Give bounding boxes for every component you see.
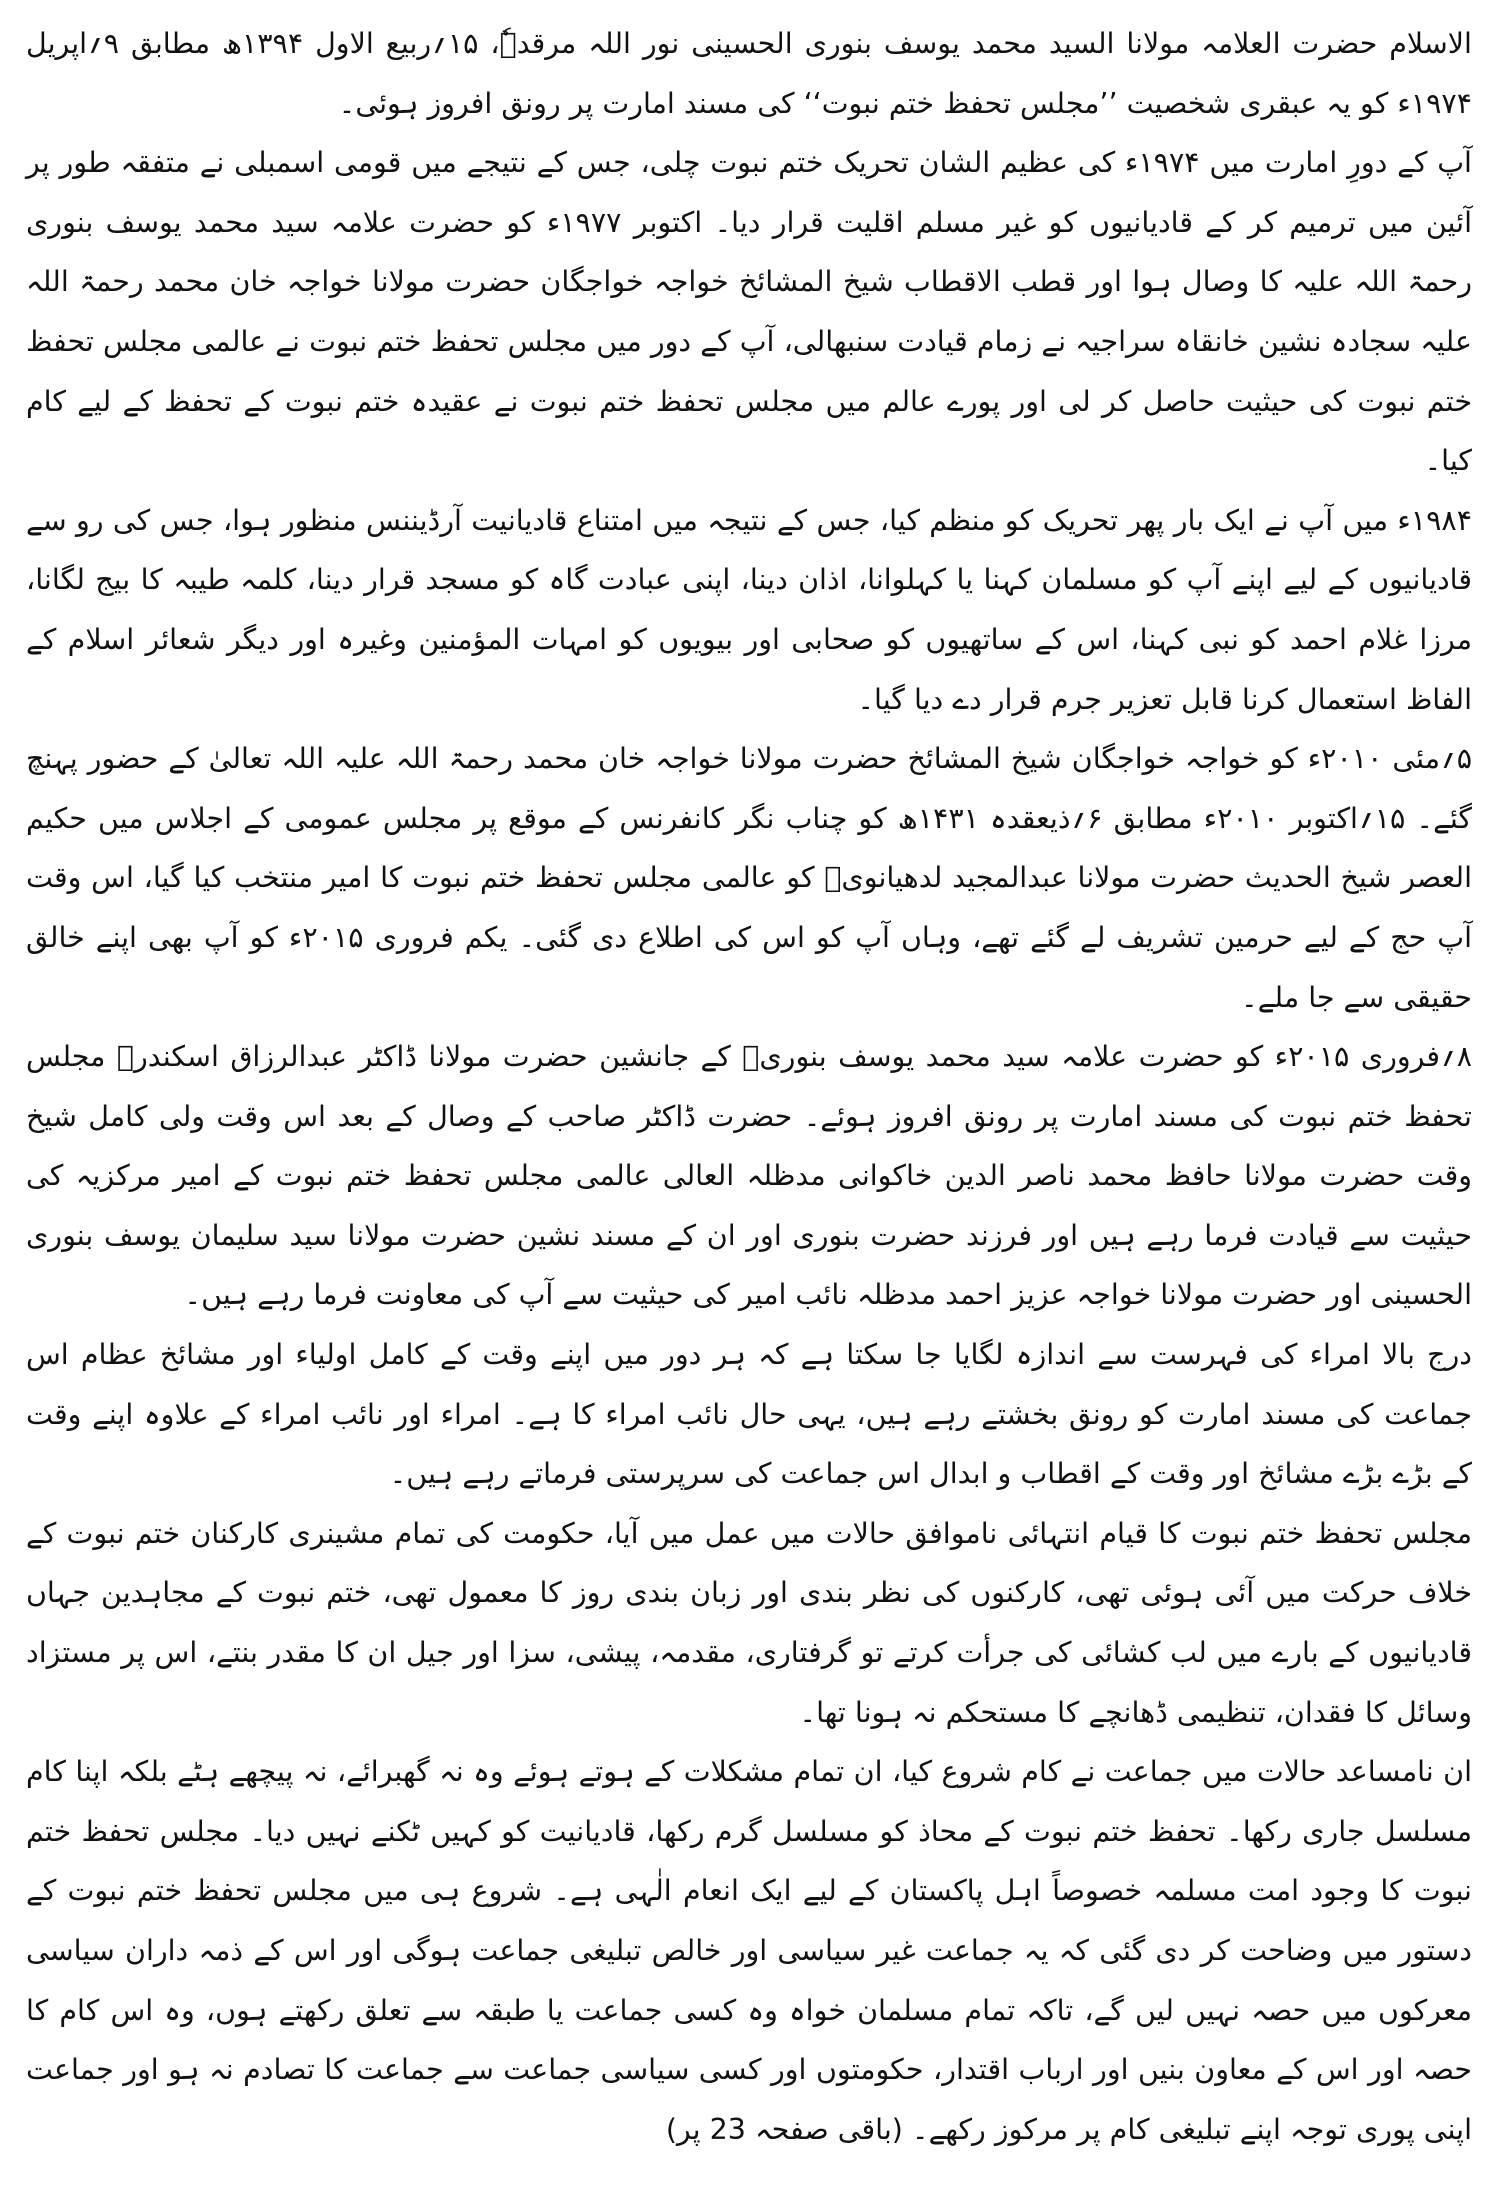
paragraph-7: مجلس تحفظ ختم نبوت کا قیام انتہائی ناموافق حالات میں عمل میں آیا، حکومت کی تمام مشینری کارکنان ختم نبوت کے خلاف حرکت میں آئی ہوئی تھی، کارکنوں کی نظر بندی اور زبان بندی روز کا معمول تھی، ختم نبوت کے مجاہدین جہاں قادیانیوں کے بارے میں لب کشائی کی جرأت کرتے تو گرفتاری، مقدمہ، پیشی، سزا اور جیل ان کا مقدر بنتے، اس پر مستزاد وسائل کا فقدان، تنظیمی ڈھانچے کا مستحکم نہ ہونا تھا۔ [26,1516,1472,1729]
paragraph-4: ۵؍مئی ۲۰۱۰ء کو خواجہ خواجگان شیخ المشائخ حضرت مولانا خواجہ خان محمد رحمۃ اللہ علیہ اللہ تعالیٰ کے حضور پہنچ گئے۔ ۱۵؍اکتوبر ۲۰۱۰ء مطابق ۶؍ذیعقدہ ۱۴۳۱ھ کو چناب نگر کانفرنس کے موقع پر مجلس عمومی کے اجلاس میں حکیم العصر شیخ الحدیث حضرت مولانا عبدالمجید لدھیانویؒ کو عالمی مجلس تحفظ ختم نبوت کا امیر منتخب کیا گیا، اس وقت آپ حج کے لیے حرمین تشریف لے گئے تھے، وہاں آپ کو اس کی اطلاع دی گئی۔ یکم فروری ۲۰۱۵ء کو آپ بھی اپنے خالق حقیقی سے جا ملے۔ [26,742,1472,1014]
paragraph-6: درج بالا امراء کی فہرست سے اندازہ لگایا جا سکتا ہے کہ ہر دور میں اپنے وقت کے کامل اولیاء اور مشائخ عظام اس جماعت کی مسند امارت کو رونق بخشتے رہے ہیں، یہی حال نائب امراء کا ہے۔ امراء اور نائب امراء کے علاوہ اپنے وقت کے بڑے بڑے مشائخ اور وقت کے اقطاب و ابدال اس جماعت کی سرپرستی فرماتے رہے ہیں۔ [26,1338,1472,1491]
paragraph-5: ۸؍فروری ۲۰۱۵ء کو حضرت علامہ سید محمد یوسف بنوریؒ کے جانشین حضرت مولانا ڈاکٹر عبدالرزاق اسکندرؒ مجلس تحفظ ختم نبوت کی مسند امارت پر رونق افروز ہوئے۔ حضرت ڈاکٹر صاحب کے وصال کے بعد اس وقت ولی کامل شیخ وقت حضرت مولانا حافظ محمد ناصر الدین خاکوانی مدظلہ العالی عالمی مجلس تحفظ ختم نبوت کے امیر مرکزیہ کی حیثیت سے قیادت فرما رہے ہیں اور فرزند حضرت بنوری اور ان کے مسند نشین حضرت مولانا سید سلیمان یوسف بنوری الحسینی اور حضرت مولانا خواجہ عزیز احمد مدظلہ نائب امیر کی حیثیت سے آپ کی معاونت فرما رہے ہیں۔ [26,1040,1472,1312]
paragraph-3: ۱۹۸۴ء میں آپ نے ایک بار پھر تحریک کو منظم کیا، جس کے نتیجہ میں امتناع قادیانیت آرڈیننس منظور ہوا، جس کی رو سے قادیانیوں کے لیے اپنے آپ کو مسلمان کہنا یا کہلوانا، اذان دینا، اپنی عبادت گاہ کو مسجد قرار دینا، کلمہ طیبہ کا بیج لگانا، مرزا غلام احمد کو نبی کہنا، اس کے ساتھیوں کو صحابی اور بیویوں کو امہات المؤمنین وغیرہ اور دیگر شعائر اسلام کے الفاظ استعمال کرنا قابل تعزیر جرم قرار دے دیا گیا۔ [26,503,1472,716]
paragraph-8: ان نامساعد حالات میں جماعت نے کام شروع کیا، ان تمام مشکلات کے ہوتے ہوئے وہ نہ گھبرائے، نہ پیچھے ہٹے بلکہ اپنا کام مسلسل جاری رکھا۔ تحفظ ختم نبوت کے محاذ کو مسلسل گرم رکھا، قادیانیت کو کہیں ٹکنے نہیں دیا۔ مجلس تحفظ ختم نبوت کا وجود امت مسلمہ خصوصاً اہل پاکستان کے لیے ایک انعام الٰہی ہے۔ شروع ہی میں مجلس تحفظ ختم نبوت کے دستور میں وضاحت کر دی گئی کہ یہ جماعت غیر سیاسی اور خالص تبلیغی جماعت ہوگی اور اس کے ذمہ داران سیاسی معرکوں میں حصہ نہیں لیں گے، تاکہ تمام مسلمان خواہ وہ کسی جماعت یا طبقہ سے تعلق رکھتے ہوں، وہ اس کام کا حصہ اور اس کے معاون بنیں اور ارباب اقتدار، حکومتوں اور کسی سیاسی جماعت سے جماعت کا تصادم نہ ہو اور جماعت اپنی پوری توجہ اپنے تبلیغی کام پر مرکوز رکھے۔ (باقی صفحہ 23 پر) [26,1755,1472,2146]
paragraph-2: آپ کے دورِ امارت میں ۱۹۷۴ء کی عظیم الشان تحریک ختم نبوت چلی، جس کے نتیجے میں قومی اسمبلی نے متفقہ طور پر آئین میں ترمیم کر کے قادیانیوں کو غیر مسلم اقلیت قرار دیا۔ اکتوبر ۱۹۷۷ء کو حضرت علامہ سید محمد یوسف بنوری رحمۃ اللہ علیہ کا وصال ہوا اور قطب الاقطاب شیخ المشائخ خواجہ خواجگان حضرت مولانا خواجہ خان محمد رحمۃ اللہ علیہ سجادہ نشین خانقاہ سراجیہ نے زمام قیادت سنبھالی، آپ کے دور میں مجلس تحفظ ختم نبوت نے عالمی مجلس تحفظ ختم نبوت کی حیثیت حاصل کر لی اور پورے عالم میں مجلس تحفظ ختم نبوت نے عقیدہ ختم نبوت کے تحفظ کے لیے کام کیا۔ [26,146,1472,478]
paragraph-1: الاسلام حضرت العلامہ مولانا السید محمد یوسف بنوری الحسینی نور اللہ مرقدہٗ، ۱۵؍ربیع الاول ۱۳۹۴ھ مطابق ۹؍اپریل ۱۹۷۴ء کو یہ عبقری شخصیت ’’مجلس تحفظ ختم نبوت‘‘ کی مسند امارت پر رونق افروز ہوئی۔ [26,27,1472,120]
article-body [26,14,1472,2184]
